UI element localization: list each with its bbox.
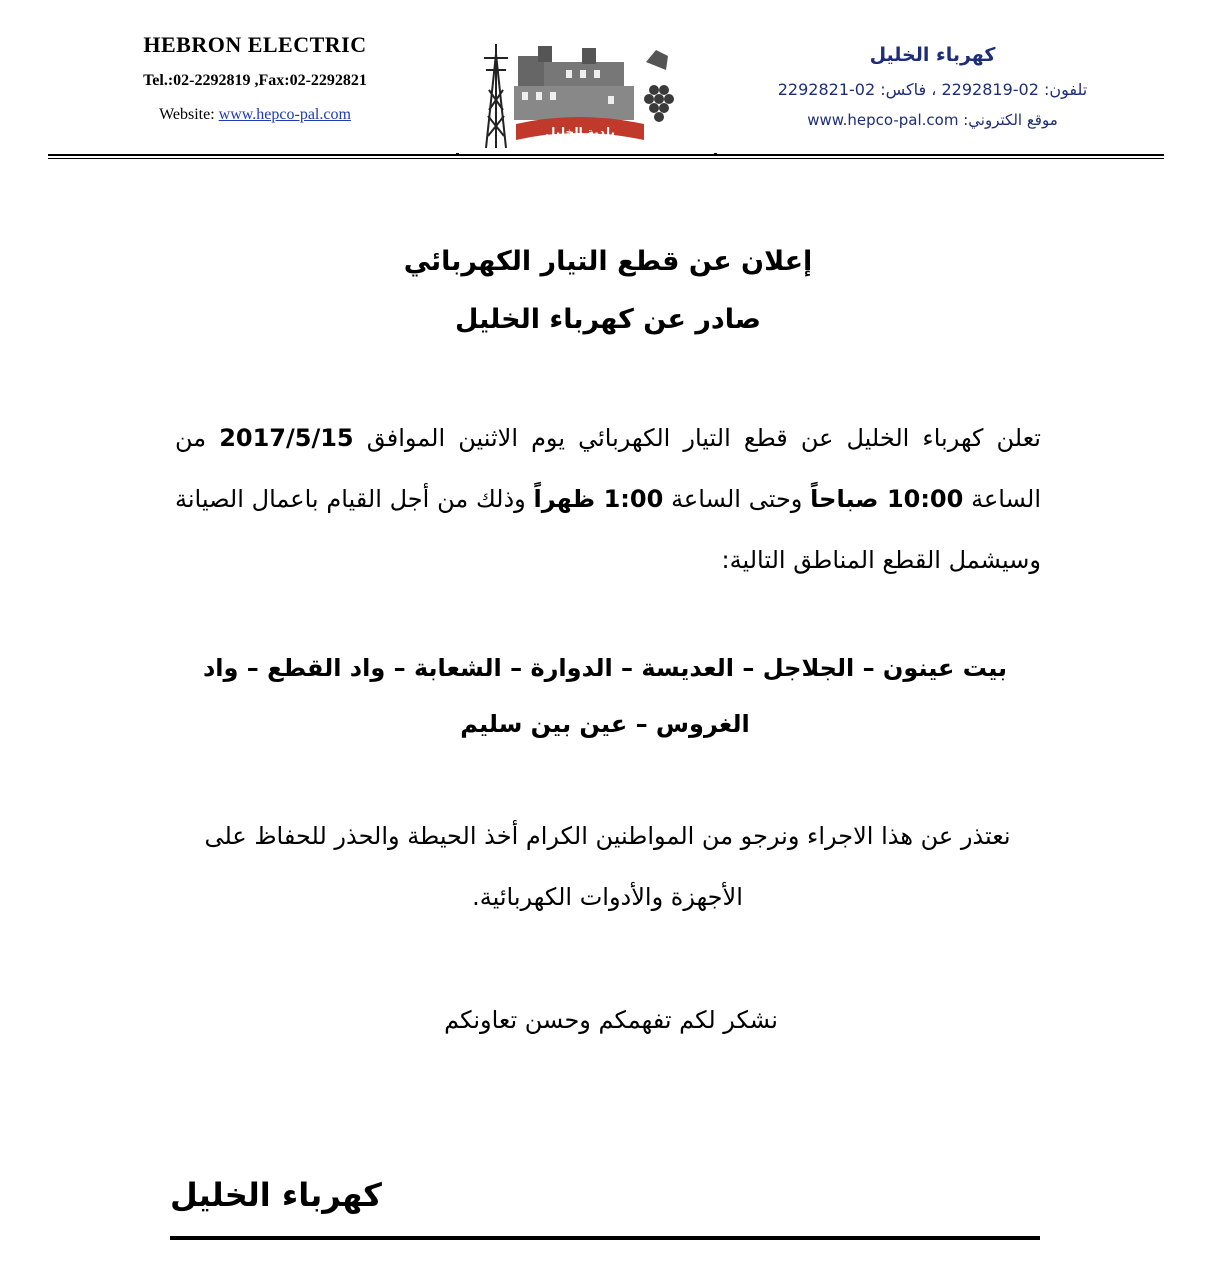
- outage-start-time: 10:00 صباحاً: [810, 485, 964, 513]
- power-tower-icon: [484, 44, 508, 148]
- contact-arabic: تلفون: 02-2292819 ، فاكس: 02-2292821: [777, 80, 1088, 99]
- outage-end-time: 1:00 ظهراً: [533, 485, 664, 513]
- logo-banner-text: بلدية الخليل: [544, 125, 616, 139]
- company-name-english: HEBRON ELECTRIC: [143, 32, 367, 57]
- grape-vine-icon: [644, 50, 674, 122]
- website-link[interactable]: www.hepco-pal.com: [218, 106, 351, 123]
- header-english: [60, 32, 450, 124]
- header-arabic: [760, 44, 1105, 129]
- apology-paragraph: نعتذر عن هذا الاجراء ونرجو من المواطنين الكرام أخذ الحيطة والحذر للحفاظ على الأجهزة والأدوات الكهربائية.: [204, 822, 1011, 911]
- paragraph-text: من الساعة: [175, 424, 1041, 513]
- divider-dot: [714, 153, 717, 156]
- website-label: Website:: [159, 106, 219, 123]
- signature-underline: [170, 1236, 1040, 1240]
- company-name-arabic: كهرباء الخليل: [869, 44, 996, 66]
- paragraph-text: وذلك من أجل القيام باعمال الصيانة وسيشمل القطع المناطق التالية:: [175, 485, 1041, 574]
- paragraph-text: وحتى الساعة: [663, 485, 811, 513]
- paragraph-text: تعلن كهرباء الخليل عن قطع التيار الكهربائي يوم الاثنين الموافق: [353, 424, 1041, 452]
- outage-date: 2017/5/15: [219, 424, 354, 452]
- announcement-title: إعلان عن قطع التيار الكهربائي: [403, 246, 813, 277]
- website-english: [60, 106, 450, 124]
- buildings-icon: [514, 46, 634, 120]
- divider-dot: [456, 153, 459, 156]
- thanks-line: نشكر لكم تفهمكم وحسن تعاونكم: [444, 1006, 778, 1034]
- affected-areas: بيت عينون – الجلاجل – العديسة – الدوارة – الشعابة – واد القطع – واد الغروس – عين بين سليم: [202, 654, 1008, 738]
- header-divider-thin: [48, 158, 1164, 159]
- announcement-paragraph: [175, 408, 1041, 591]
- header-divider: [48, 154, 1164, 156]
- announcement-subtitle: صادر عن كهرباء الخليل: [455, 304, 761, 335]
- contact-english: Tel.:02-2292819 ,Fax:02-2292821: [143, 72, 367, 89]
- signature: كهرباء الخليل: [170, 1176, 382, 1214]
- hebron-municipality-logo: [478, 40, 690, 152]
- website-arabic: موقع الكتروني: www.hepco-pal.com: [807, 111, 1058, 129]
